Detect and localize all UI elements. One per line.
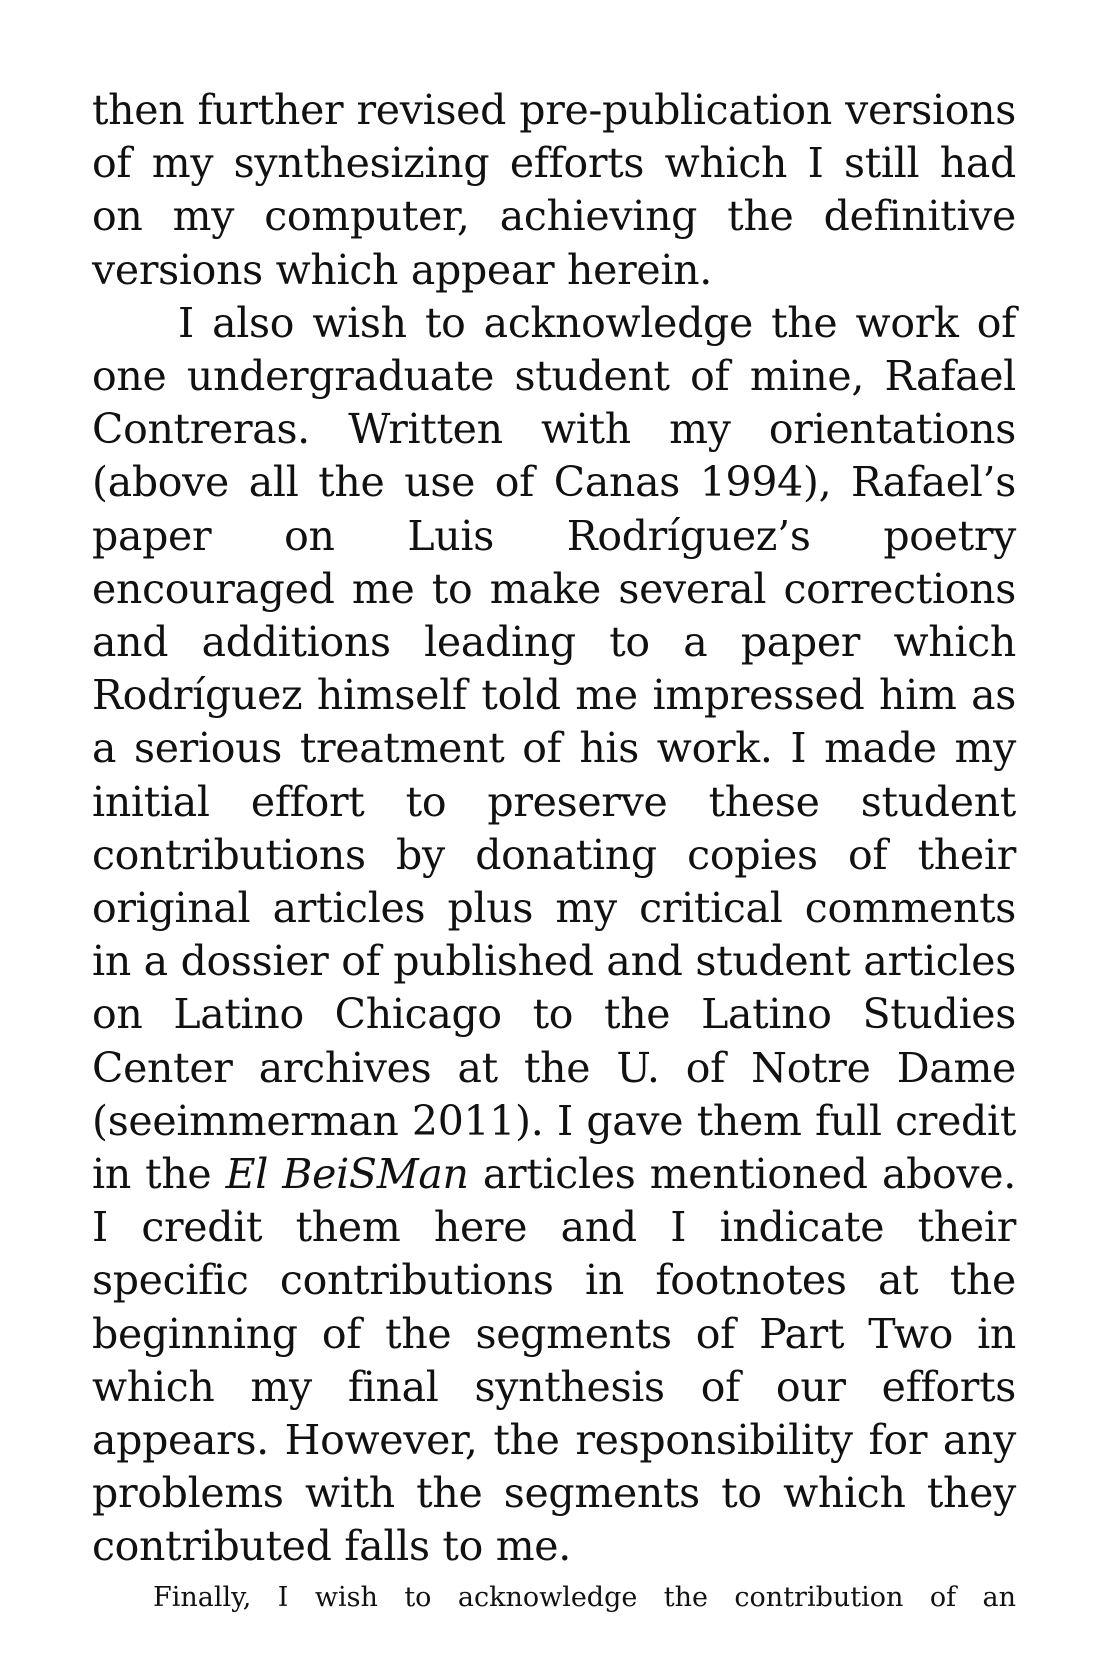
paragraph-2-text-end: articles mentioned above. I credit them here and I indicate their specific contributions in footnotes at the beginning of the segments of Part Two in which my final synthesis of our efforts appears. However, the responsibility for any problems with the segments to which they contributed falls to me. bbox=[92, 1150, 1016, 1571]
publication-title: El BeiSMan bbox=[225, 1150, 469, 1199]
paragraph-3-text: Finally, I wish to acknowledge the contribution of an bbox=[153, 1581, 1016, 1613]
paragraph-1-text: then further revised pre-publication versions of my synthesizing efforts which I still had on my computer, achieving the definitive versions which appear herein. bbox=[92, 86, 1016, 294]
paragraph-student-acknowledgement bbox=[92, 297, 1016, 1574]
paragraph-final-acknowledgement bbox=[92, 1578, 1016, 1618]
document-page bbox=[92, 84, 1016, 1618]
paragraph-revised-versions bbox=[92, 84, 1016, 297]
paragraph-2-text-start: I also wish to acknowledge the work of one undergraduate student of mine, Rafael Contreras. Written with my orientations (above all the use of Canas 1994), Rafael’s paper on Luis Rodríguez’s poetry encouraged me to make several corrections and additions leading to a paper which Rodríguez himself told me impressed him as a serious treatment of his work. I made my initial effort to preserve these student contributions by donating copies of their original articles plus my critical comments in a dossier of published and student articles on Latino Chicago to the Latino Studies Center archives at the U. of Notre Dame (seeimmerman 2011). I gave them full credit in the bbox=[92, 298, 1016, 1199]
